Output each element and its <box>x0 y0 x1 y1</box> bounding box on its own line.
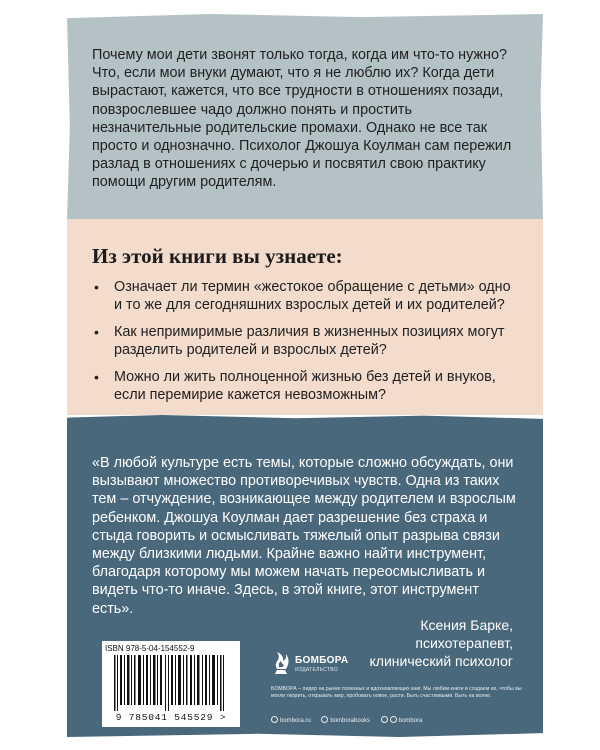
bullet-icon: • <box>94 279 99 295</box>
quote-author-role: клинический психолог <box>369 653 513 669</box>
bullet-icon: • <box>94 324 99 340</box>
book-back-cover <box>67 14 543 737</box>
barcode-box <box>102 641 240 727</box>
youtube-icon <box>390 716 397 723</box>
learn-list <box>92 278 522 413</box>
bombora-logo-icon <box>271 650 291 676</box>
quote-attribution <box>370 616 514 670</box>
publisher-name: БОМБОРА <box>295 655 349 666</box>
learn-item-text: Можно ли жить полноценной жизнью без детей и внуков, если перемирие кажется невозможным? <box>114 369 496 403</box>
quote-author-role: психотерапевт, <box>415 635 513 651</box>
publisher-subtitle: ИЗДАТЕЛЬСТВО <box>295 667 338 673</box>
learn-heading: Из этой книги вы узнаете: <box>92 244 343 268</box>
learn-item <box>92 368 522 404</box>
quote-author: Ксения Барке, <box>420 617 513 633</box>
publisher-blurb: БОМБОРА – лидер на рынке полезных и вдохновляющих книг. Мы любим книги и создаем их, чтобы вы могли творить, открывать мир, пробовать новое, расти. Быть счастливыми. Быть на волне. <box>271 686 522 700</box>
social-links <box>271 716 531 726</box>
social-link-site[interactable]: bombora.ru <box>271 716 311 724</box>
social-link-telegram[interactable]: bombora <box>381 716 423 724</box>
learn-item <box>92 278 522 314</box>
globe-icon <box>271 716 278 723</box>
intro-paragraph: Почему мои дети звонят только тогда, когда им что-то нужно? Что, если мои внуки думают, что я не люблю их? Когда дети вырастают, кажется, что все трудности в отношениях позади, повзрослевшее чадо должно понять и простить незначительные родительские промахи. Однако не все так просто и однозначно. Психолог Джошуа Коулман сам пережил разлад в отношениях с дочерью и посвятил свою практику помощи другим родителям. <box>92 47 512 191</box>
review-quote: «В любой культуре есть темы, которые сложно обсуждать, они вызывают множество противоречивых чувств. Одна из таких тем – отчуждение, возникающее между родителем и взрослым ребенком. Джошуа Коулман дает разрешение без страха и стыда говорить и осмысливать тяжелый опыт разрыва связи между близкими людьми. Крайне важно найти инструмент, благодаря которому мы можем начать переосмысливать и видеть что-то иначе. Здесь, в этой книге, этот инструмент есть». <box>92 455 516 617</box>
social-link-vk[interactable]: bomborabooks <box>321 716 370 724</box>
vk-icon <box>321 716 328 723</box>
barcode-icon <box>114 655 228 711</box>
learn-item-text: Означает ли термин «жестокое обращение с детьми» одно и то же для сегодняшних взрослых детей и их родителей? <box>114 279 511 313</box>
publisher-logo <box>271 650 361 680</box>
bullet-icon: • <box>94 369 99 385</box>
barcode-digits: 9 785041 545529 > <box>115 712 227 723</box>
telegram-icon <box>381 716 388 723</box>
learn-item-text: Как непримиримые различия в жизненных позициях могут разделить родителей и взрослых детей? <box>114 324 505 358</box>
learn-item <box>92 323 522 359</box>
isbn-label: ISBN 978-5-04-154552-9 <box>105 644 195 653</box>
